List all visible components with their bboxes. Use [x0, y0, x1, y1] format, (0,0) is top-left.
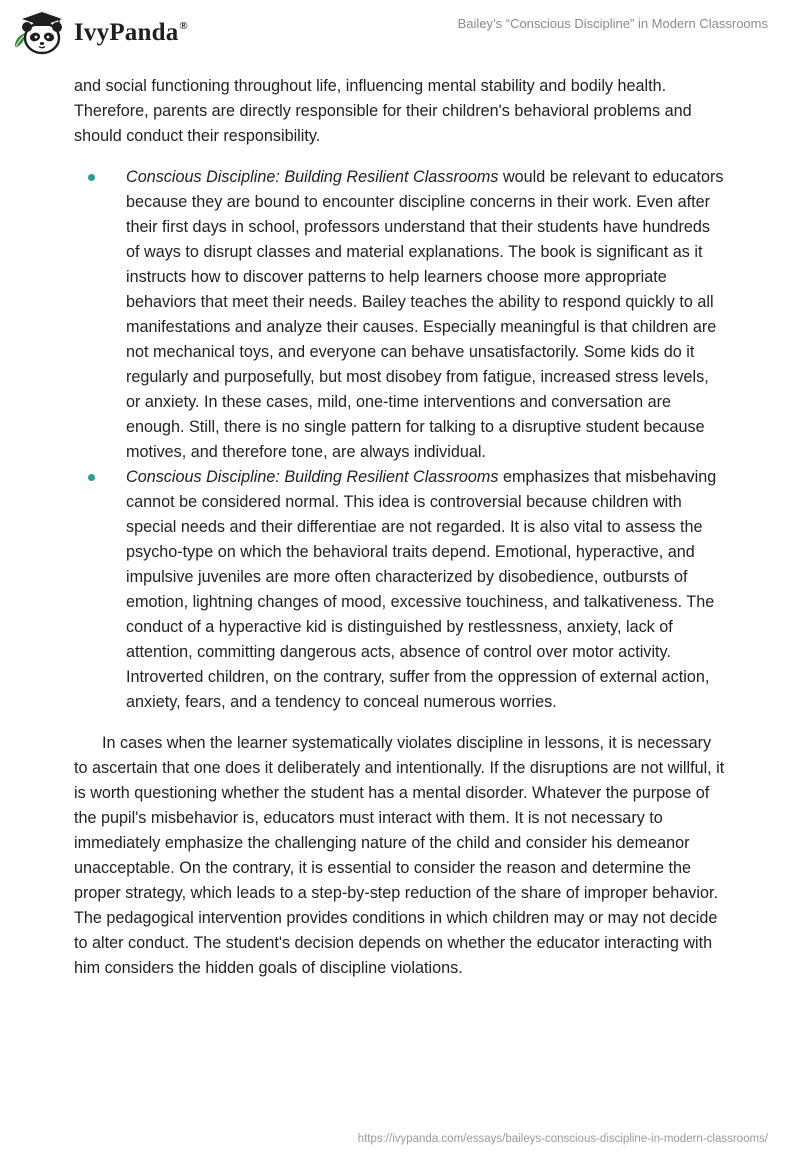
panda-graduate-icon: [12, 8, 70, 56]
page-header: [0, 0, 800, 64]
bullet-dot-icon: [88, 174, 95, 181]
intro-paragraph: and social functioning throughout life, influencing mental stability and bodily health. Therefore, parents are directly responsible for their children's behavioral problems and should conduct their responsibility.: [74, 77, 692, 145]
bullet-item: [74, 465, 726, 715]
bullet-list: [74, 165, 726, 715]
bullet-dot-icon: [88, 474, 95, 481]
bullet-text: would be relevant to educators because they are bound to encounter discipline concerns in their work. Even after their first days in school, professors understand that their students have hundreds of ways to disrupt classes and material explanations. The book is significant as it instructs how to discover patterns to help learners choose more appropriate behaviors that meet their needs. Bailey teaches the ability to respond quickly to all manifestations and analyze their causes. Especially meaningful is that children are not mechanical toys, and everyone can behave unsatisfactorily. Some kids do it regularly and purposefully, but most disobey from fatigue, increased stress levels, or anxiety. In these cases, mild, one-time interventions and conversation are enough. Still, there is no single pattern for talking to a disruptive student because motives, and therefore tone, are always individual.: [126, 168, 724, 461]
closing-paragraph: In cases when the learner systematically violates discipline in lessons, it is necessary to ascertain that one does it deliberately and intentionally. If the disruptions are not willful, it is worth questioning whether the student has a mental disorder. Whatever the purpose of the pupil's misbehavior is, educators must interact with them. It is not necessary to immediately emphasize the challenging nature of the child and consider his demeanor unacceptable. On the contrary, it is essential to consider the reason and determine the proper strategy, which leads to a step-by-step reduction of the share of improper behavior. The pedagogical intervention provides conditions in which children may or may not decide to alter conduct. The student's decision depends on whether the educator interacting with him considers the hidden goals of discipline violations.: [74, 734, 725, 977]
essay-body: [74, 74, 726, 981]
bullet-text: emphasizes that misbehaving cannot be considered normal. This idea is controversial because children with special needs and their differentiae are not regarded. It is also vital to assess the psycho-type on which the behavioral traits depend. Emotional, hyperactive, and impulsive juveniles are more often characterized by disobedience, outbursts of emotion, lightning changes of mood, excessive touchiness, and talkativeness. The conduct of a hyperactive kid is distinguished by restlessness, anxiety, lack of attention, committing dangerous acts, absence of control over motor activity. Introverted children, on the contrary, suffer from the oppression of external action, anxiety, fears, and a tendency to conceal numerous worries.: [126, 468, 717, 711]
book-title: Conscious Discipline: Building Resilient Classrooms: [126, 168, 499, 186]
source-url[interactable]: https://ivypanda.com/essays/baileys-conscious-discipline-in-modern-classrooms/: [357, 1133, 768, 1145]
document-title: Bailey’s “Conscious Discipline” in Modern Classrooms: [457, 16, 768, 31]
brand-name: IvyPanda®: [74, 19, 188, 46]
ivypanda-logo[interactable]: [12, 8, 188, 56]
book-title: Conscious Discipline: Building Resilient Classrooms: [126, 468, 499, 486]
bullet-item: [74, 165, 726, 465]
registered-mark: ®: [179, 20, 188, 32]
